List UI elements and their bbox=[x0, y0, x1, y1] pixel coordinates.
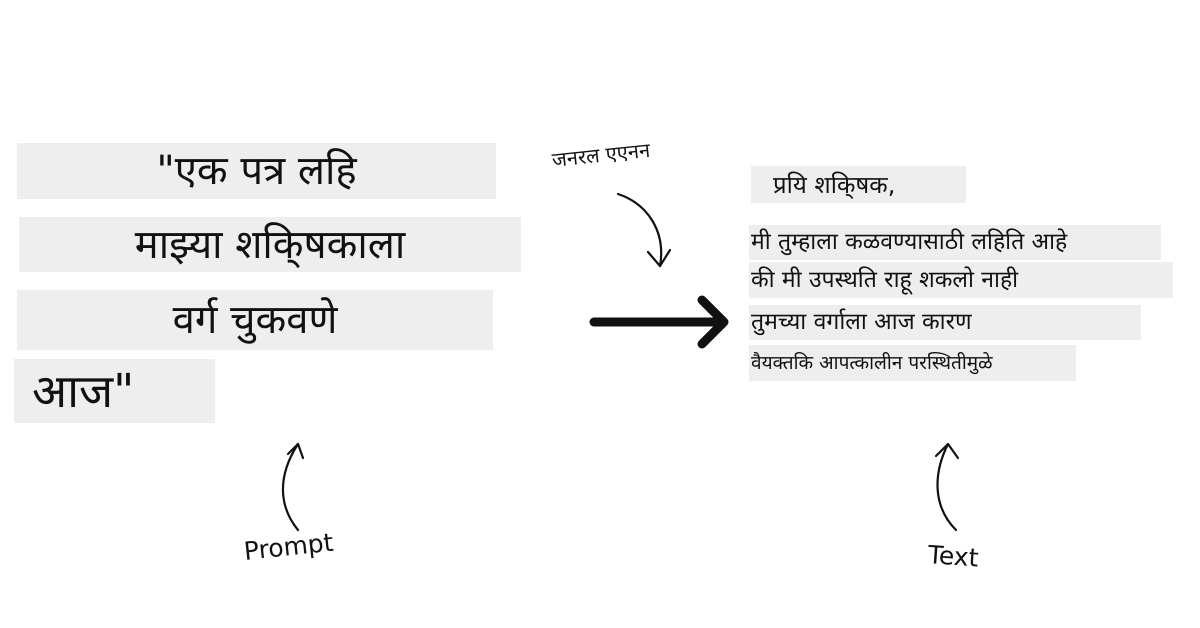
prompt-pointer-arrow-icon bbox=[270, 438, 320, 538]
output-line-3: की मी उपस्थति राहू शकलो नाही bbox=[749, 262, 1173, 298]
prompt-line-2: माझ्या शकि्षकाला bbox=[19, 217, 521, 272]
output-line-2: मी तुम्हाला कळवण्यासाठी लहिति आहे bbox=[749, 225, 1161, 260]
output-line-4: तुमच्या वर्गाला आज कारण bbox=[749, 305, 1141, 340]
output-line-5: वैयक्तकि आपत्कालीन परस्थितीमुळे bbox=[749, 345, 1076, 381]
transform-arrow-icon bbox=[590, 294, 735, 354]
prompt-line-1: "एक पत्र लहि bbox=[17, 143, 496, 199]
model-pointer-arrow-icon bbox=[612, 188, 682, 273]
text-label: Text bbox=[926, 540, 980, 573]
text-pointer-arrow-icon bbox=[926, 438, 976, 538]
output-line-1: प्रयि शकि्षक, bbox=[751, 166, 966, 203]
prompt-line-3: वर्ग चुकवणे bbox=[17, 290, 493, 350]
prompt-label: Prompt bbox=[242, 527, 335, 566]
prompt-line-4: आज" bbox=[14, 359, 215, 423]
model-label: जनरल एएनन bbox=[550, 137, 652, 172]
